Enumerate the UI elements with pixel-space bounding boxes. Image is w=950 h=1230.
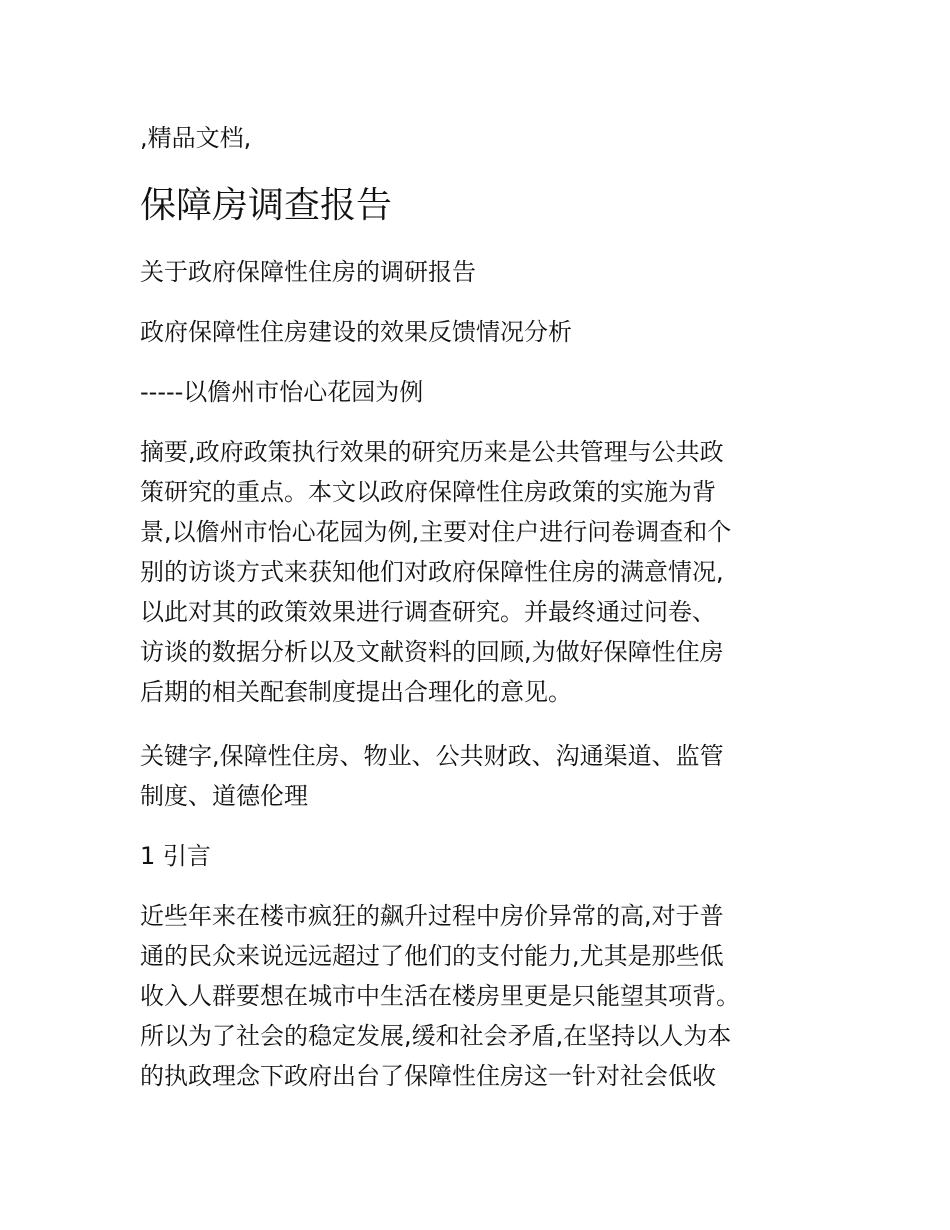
abstract-line: 摘要,政府政策执行效果的研究历来是公共管理与公共政 [140, 438, 724, 466]
introduction-paragraph [140, 900, 820, 1100]
subtitle-effect-analysis: 政府保障性住房建设的效果反馈情况分析 [140, 318, 572, 346]
keywords-paragraph [140, 740, 820, 820]
keywords-line: 关键字,保障性住房、物业、公共财政、沟通渠道、监管 [140, 742, 724, 770]
document-title: 保障房调查报告 [140, 185, 393, 226]
abstract-line: 别的访谈方式来获知他们对政府保障性住房的满意情况, [140, 558, 724, 586]
section-heading-introduction: 1 引言 [140, 842, 211, 870]
keywords-line: 制度、道德伦理 [140, 782, 308, 810]
abstract-line: 以此对其的政策效果进行调查研究。并最终通过问卷、 [140, 598, 716, 626]
abstract-line: 策研究的重点。本文以政府保障性住房政策的实施为背 [140, 478, 716, 506]
document-header-label: ,精品文档, [140, 124, 252, 152]
intro-line: 所以为了社会的稳定发展,缓和社会矛盾,在坚持以人为本 [140, 1022, 732, 1050]
abstract-line: 后期的相关配套制度提出合理化的意见。 [140, 678, 572, 706]
intro-line: 近些年来在楼市疯狂的飙升过程中房价异常的高,对于普 [140, 902, 724, 930]
abstract-paragraph [140, 436, 820, 716]
abstract-line: 访谈的数据分析以及文献资料的回顾,为做好保障性住房 [140, 638, 724, 666]
subtitle-research-report: 关于政府保障性住房的调研报告 [140, 258, 476, 286]
intro-line: 通的民众来说远远超过了他们的支付能力,尤其是那些低 [140, 942, 724, 970]
abstract-line: 景,以儋州市怡心花园为例,主要对住户进行问卷调查和个 [140, 518, 732, 546]
intro-line: 的执政理念下政府出台了保障性住房这一针对社会低收 [140, 1062, 716, 1090]
intro-line: 收入人群要想在城市中生活在楼房里更是只能望其项背。 [140, 982, 740, 1010]
subtitle-case-example: -----以儋州市怡心花园为例 [140, 378, 424, 406]
